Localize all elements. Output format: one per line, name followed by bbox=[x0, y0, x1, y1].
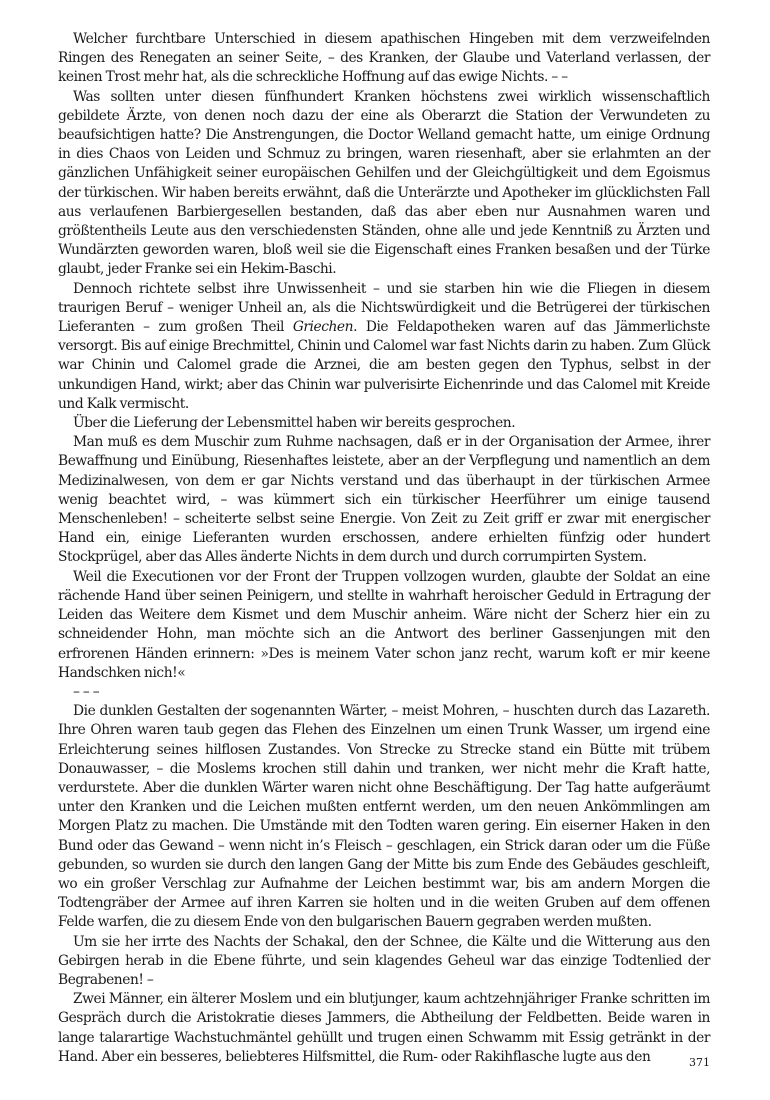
paragraph: Dennoch richtete selbst ihre Unwissenheit – und sie starben hin wie die Fliegen in diesem traurigen Beruf – weniger Unheil an, als die Nichtswürdigkeit und die Betrügerei der türkischen Lieferanten – zum großen Theil Griechen. Die Feldapotheken waren auf das Jämmerlichste versorgt. Bis auf einige Brechmittel, Chinin und Calomel war fast Nichts darin zu haben. Zum Glück war Chinin und Calomel grade die Arznei, die am besten gegen den Typhus, selbst in der unkundigen Hand, wirkt; aber das Chinin war pulverisirte Eichenrinde und das Calomel mit Kreide und Kalk vermischt. bbox=[58, 280, 711, 412]
paragraph: Über die Lieferung der Lebensmittel haben wir bereits gesprochen. bbox=[73, 415, 516, 432]
paragraph: Um sie her irrte des Nachts der Schakal, den der Schnee, die Kälte und die Witterung aus den Gebirgen herab in die Ebene führte, und sein klagendes Geheul war das einzige Todtenlied der Begrabenen! – bbox=[58, 933, 710, 988]
paragraph: Die dunklen Gestalten der sogenannten Wärter, – meist Mohren, – huschten durch das Lazareth. Ihre Ohren waren taub gegen das Flehen des Einzelnen um einen Trunk Wasser, um irgend eine Erleichterung seines hilflosen Zustandes. Von Strecke zu Strecke stand ein Bütte mit trübem Donauwasser, – die Moslems krochen still dahin und tranken, wer nicht mehr die Kraft hatte, verdurstete. Aber die dunklen Wärter waren nicht ohne Beschäftigung. Der Tag hatte aufgeräumt unter den Kranken und die Leichen mußten entfernt werden, um den neuen Ankömmlingen am Morgen Platz zu machen. Die Umstände mit den Todten waren gering. Ein eiserner Haken in den Bund oder das Gewand – wenn nicht in’s Fleisch – geschlagen, ein Strick daran oder um die Füße gebunden, so wurden sie durch den langen Gang der Mitte bis zum Ende des Gebäudes geschleift, wo ein großer Verschlag zur Aufnahme der Leichen bestimmt war, bis am andern Morgen die Todtengräber der Armee auf ihren Karren sie holten und in die weiten Gruben auf dem offenen Felde warfen, die zu diesem Ende von den bulgarischen Bauern gegraben werden mußten. bbox=[58, 703, 710, 931]
emphasis-text: Griechen bbox=[292, 319, 354, 336]
paragraph: Weil die Executionen vor der Front der Truppen vollzogen wurden, glaubte der Soldat an eine rächende Hand über seinen Peinigern, und stellte in wahrhaft heroischer Geduld in Ertragung der Leiden das Weitere dem Kismet und dem Muschir anheim. Wäre nicht der Scherz hier ein zu schneidender Hohn, man möchte sich an die Antwort des berliner Gassenjungen mit den erfrorenen Händen erinnern: »Des is meinem Vater schon janz recht, warum koft er mir keene Handschken nich!« bbox=[58, 568, 710, 681]
page-number: 371 bbox=[689, 1056, 710, 1069]
paragraph: Was sollten unter diesen fünfhundert Kranken höchstens zwei wirklich wissenschaftlich gebildete Ärzte, von denen noch dazu der eine als Oberarzt die Station der Verwundeten zu beaufsichtigen hatte? Die Anstrengungen, die Doctor Welland gemacht hatte, um einige Ordnung in dies Chaos von Leiden und Schmuz zu bringen, waren riesenhaft, aber sie erlahmten an der gänzlichen Unfähigkeit seiner europäischen Gehilfen und der Gleichgültigkeit und dem Egoismus der türkischen. Wir haben bereits erwähnt, daß die Unterärzte und Apotheker im glücklichsten Fall aus verlaufenen Barbiergesellen bestanden, daß das aber eben nur Ausnahmen waren und größtentheils Leute aus den verschiedensten Ständen, ohne alle und jede Kenntniß zu Ärzten und Wundärzten geworden waren, bloß weil sie die Eigenschaft eines Franken besaßen und der Türke glaubt, jeder Franke sei ein Hekim-Baschi. bbox=[58, 88, 710, 278]
paragraph: Welcher furchtbare Unterschied in diesem apathischen Hingeben mit dem verzweifelnden Ringen des Renegaten an seiner Seite, – des Kranken, der Glaube und Vaterland verlassen, der keinen Trost mehr hat, als die schreckliche Hoffnung auf das ewige Nichts. – – bbox=[58, 31, 710, 86]
paragraph: Man muß es dem Muschir zum Ruhme nachsagen, daß er in der Organisation der Armee, ihrer Bewaffnung und Einübung, Riesenhaftes leistete, aber an der Verpflegung und namentlich an dem Medizinalwesen, von dem er gar Nichts verstand und das überhaupt in der türkischen Armee wenig beachtet wird, – was kümmert sich ein türkischer Heerführer um einige tausend Menschenleben! – scheiterte selbst seine Energie. Von Zeit zu Zeit griff er zwar mit energischer Hand ein, einige Lieferanten wurden erschossen, andere erhielten fünfzig oder hundert Stockprügel, aber das Alles änderte Nichts in dem durch und durch corrumpirten System. bbox=[58, 434, 710, 566]
page-body bbox=[58, 30, 710, 1067]
section-separator: – – – bbox=[73, 683, 100, 700]
paragraph: Zwei Männer, ein älterer Moslem und ein blutjunger, kaum achtzehnjähriger Franke schritten im Gespräch durch die Aristokratie dieses Jammers, die Abtheilung der Feldbetten. Beide waren in lange talarartige Wachstuchmäntel gehüllt und trugen einen Schwamm mit Essig getränkt in der Hand. Aber ein besseres, beliebteres Hilfsmittel, die Rum- oder Rakihflasche lugte aus den bbox=[58, 991, 710, 1065]
